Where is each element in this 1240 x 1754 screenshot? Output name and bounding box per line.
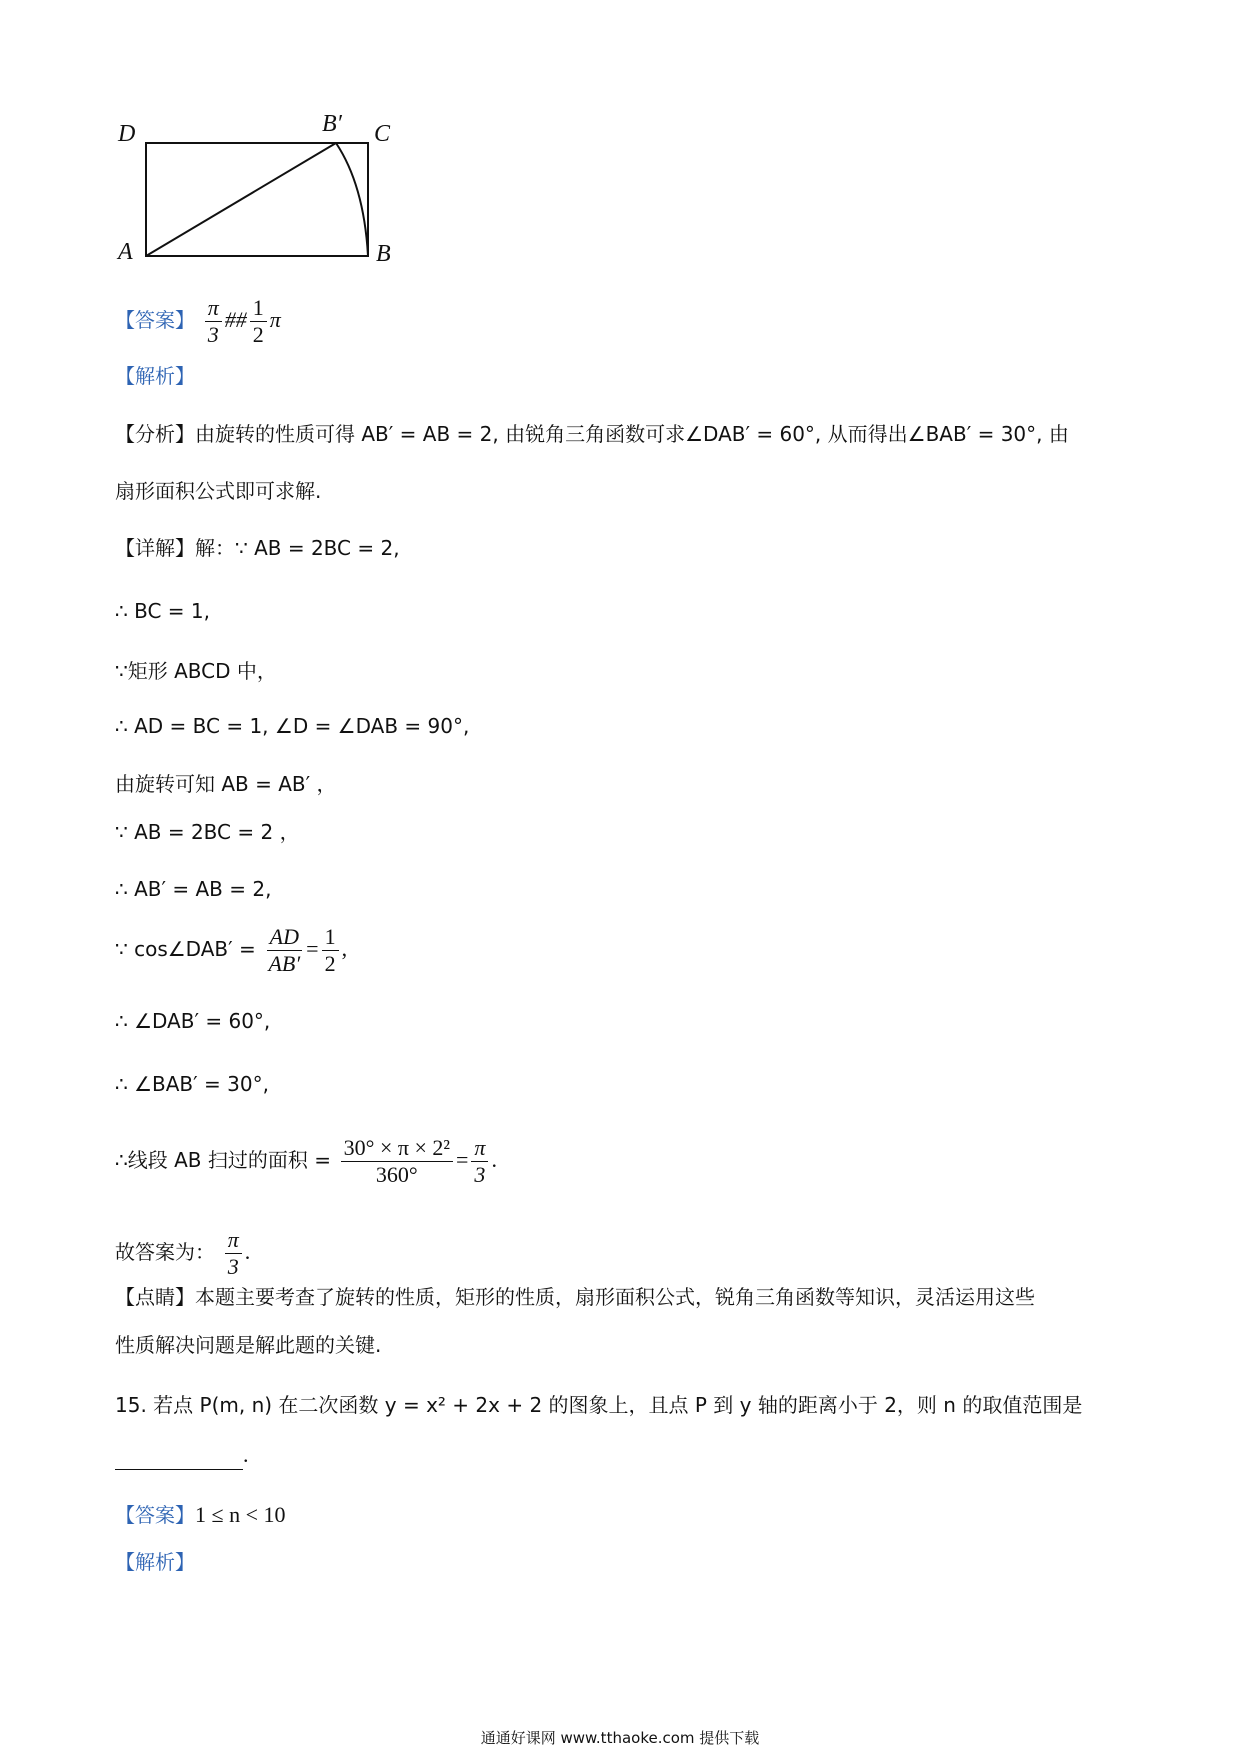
- area-result-den: 3: [474, 1162, 486, 1187]
- vertex-label-c: C: [374, 121, 391, 147]
- period-3: .: [243, 1442, 249, 1467]
- fenxi-text-1: 由旋转的性质可得 AB′ = AB = 2, 由锐角三角函数可求∠DAB′ = 60°, 从而得出∠BAB′ = 30°, 由: [195, 422, 1069, 446]
- q14-step-9: ∴ ∠BAB′ = 30°,: [115, 1072, 269, 1096]
- period: .: [491, 1147, 497, 1172]
- jiexi-tag: 【解析】: [115, 364, 195, 388]
- dianjing-tag: 【点睛】: [115, 1285, 195, 1309]
- q15-answer-value: 1 ≤ n < 10: [195, 1502, 286, 1527]
- rectangle-diagram: [110, 105, 410, 270]
- geometry-figure: [110, 105, 410, 270]
- q15-blank-line: [115, 1440, 249, 1470]
- vertex-label-b-prime: B′: [322, 111, 342, 137]
- fenxi-text-2: 扇形面积公式即可求解.: [115, 479, 322, 503]
- cos-fraction-ad-ab: [265, 924, 303, 977]
- area-den: 360°: [375, 1162, 418, 1187]
- cos-num: AD: [267, 924, 302, 951]
- q14-step-5: ∵ AB = 2BC = 2 ，: [115, 820, 300, 844]
- answer-den-1: 3: [207, 322, 219, 347]
- q15-answer-tag: 【答案】: [115, 1503, 195, 1527]
- q14-step-10: [115, 1135, 497, 1188]
- dianjing-text-1: 本题主要考查了旋转的性质，矩形的性质，扇形面积公式，锐角三角函数等知识，灵活运用这些: [195, 1285, 1035, 1309]
- answer-separator: ##: [224, 307, 247, 332]
- half-den: 2: [324, 951, 336, 976]
- q14-final-answer: [115, 1227, 250, 1280]
- q14-xiangjie-line: [115, 533, 400, 563]
- q15-answer-line: [115, 1500, 285, 1530]
- cos-fraction-half: [322, 924, 339, 977]
- q15-jiexi-line: [115, 1547, 195, 1577]
- q14-step-1: ∴ BC = 1,: [115, 599, 210, 623]
- area-result-fraction: [471, 1135, 488, 1188]
- q14-dianjing-line-1: [115, 1282, 1035, 1312]
- vertex-label-d: D: [118, 121, 136, 147]
- final-prefix: 故答案为：: [115, 1240, 215, 1264]
- q14-fenxi-line-1: [115, 419, 1069, 449]
- answer-num-1: π: [205, 295, 222, 322]
- period-2: .: [244, 1239, 251, 1264]
- q14-step-3: ∴ AD = BC = 1, ∠D = ∠DAB = 90°,: [115, 714, 470, 738]
- q14-jiexi-line: [115, 361, 195, 391]
- fenxi-tag: 【分析】: [115, 422, 195, 446]
- q14-step-6: ∴ AB′ = AB = 2,: [115, 877, 272, 901]
- answer-fraction-2: [250, 295, 267, 348]
- answer-tag: 【答案】: [115, 308, 195, 332]
- final-den: 3: [227, 1254, 239, 1279]
- area-prefix: ∴线段 AB 扫过的面积 =: [115, 1148, 331, 1172]
- xiangjie-tag: 【详解】: [115, 536, 195, 560]
- q15-stem: 15. 若点 P(m, n) 在二次函数 y = x² + 2x + 2 的图象上，且点 P 到 y 轴的距离小于 2，则 n 的取值范围是: [115, 1393, 1083, 1417]
- final-fraction: [225, 1227, 242, 1280]
- q14-dianjing-line-2: 性质解决问题是解此题的关键.: [115, 1333, 382, 1357]
- vertex-label-a: A: [118, 239, 133, 265]
- comma: ,: [341, 936, 348, 961]
- rectangle-abcd: [146, 143, 368, 256]
- final-num: π: [225, 1227, 242, 1254]
- vertex-label-b: B: [376, 241, 391, 267]
- arc-b-to-b-prime: [336, 143, 368, 256]
- area-num: 30° × π × 2²: [341, 1135, 453, 1162]
- equals-sign-2: =: [455, 1147, 469, 1172]
- answer-blank: [115, 1445, 243, 1470]
- q14-step-4: 由旋转可知 AB = AB′ ，: [115, 772, 337, 796]
- xiangjie-text: 解：∵ AB = 2BC = 2,: [195, 536, 400, 560]
- q14-fenxi-line-2: [115, 476, 321, 506]
- q14-answer-line: [115, 295, 281, 348]
- q14-step-2: ∵矩形 ABCD 中，: [115, 659, 277, 683]
- page-footer: 通通好课网 www.tthaoke.com 提供下载: [480, 1729, 760, 1747]
- answer-pi: π: [269, 307, 281, 332]
- area-result-num: π: [471, 1135, 488, 1162]
- area-fraction: [341, 1135, 453, 1188]
- equals-sign: =: [306, 936, 319, 961]
- q14-step-8: ∴ ∠DAB′ = 60°,: [115, 1009, 271, 1033]
- answer-num-2: 1: [250, 295, 267, 322]
- cos-den: AB′: [268, 951, 301, 976]
- half-num: 1: [322, 924, 339, 951]
- segment-ab-prime: [146, 143, 336, 256]
- q15-jiexi-tag: 【解析】: [115, 1550, 195, 1574]
- cos-prefix: ∵ cos∠DAB′ =: [115, 937, 256, 961]
- answer-den-2: 2: [252, 322, 264, 347]
- q14-step-7: [115, 924, 347, 977]
- answer-fraction-1: [205, 295, 222, 348]
